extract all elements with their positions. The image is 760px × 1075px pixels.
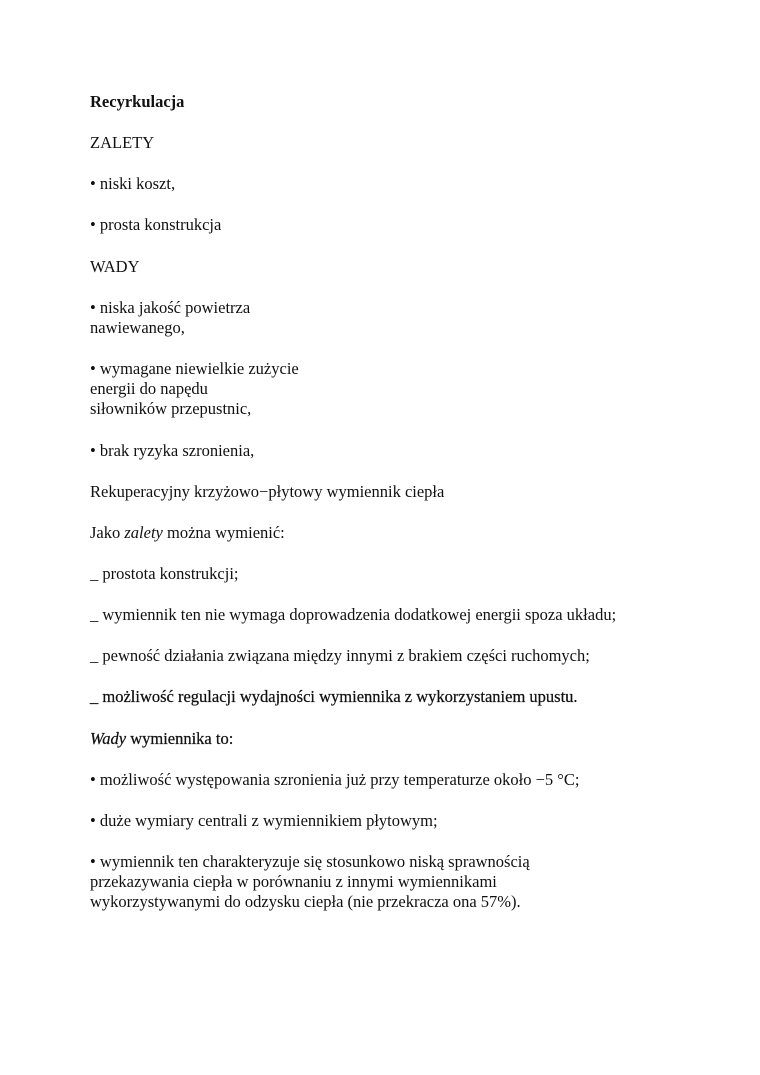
intro-text: wymiennika to: [126, 729, 234, 748]
recirculation-disadvantage-line: • wymagane niewielkie zużycie [90, 359, 299, 378]
recirculation-disadvantages-heading: WADY [90, 257, 140, 276]
heat-exchanger-disadvantage-line: • duże wymiary centrali z wymiennikiem płytowym; [90, 811, 438, 830]
intro-text: można wymienić: [162, 523, 285, 542]
intro-emphasis: zalety [124, 523, 163, 542]
recirculation-advantage-item: • prosta konstrukcja [90, 215, 222, 234]
document-title: Recyrkulacja [90, 92, 185, 111]
heat-exchanger-disadvantage-line: wykorzystywanymi do odzysku ciepła (nie przekracza ona 57%). [90, 892, 521, 911]
heat-exchanger-advantage-item: _ możliwość regulacji wydajności wymiennika z wykorzystaniem upustu. [90, 687, 578, 706]
heat-exchanger-disadvantage-line: przekazywania ciepła w porównaniu z innymi wymiennikami [90, 872, 497, 891]
heat-exchanger-disadvantage-line: • wymiennik ten charakteryzuje się stosunkowo niską sprawnością [90, 852, 530, 871]
heat-exchanger-advantage-item: _ pewność działania związana między innymi z brakiem części ruchomych; [90, 646, 590, 665]
recirculation-disadvantage-line: • niska jakość powietrza [90, 298, 251, 317]
recirculation-disadvantage-line: siłowników przepustnic, [90, 399, 252, 418]
recirculation-disadvantage-line: • brak ryzyka szronienia, [90, 441, 255, 460]
heat-exchanger-disadvantage-line: • możliwość występowania szronienia już przy temperaturze około −5 °C; [90, 770, 580, 789]
heat-exchanger-advantages-intro [90, 523, 285, 543]
recirculation-disadvantage-line: nawiewanego, [90, 318, 185, 337]
recirculation-advantages-heading: ZALETY [90, 133, 155, 152]
recirculation-disadvantage-line: energii do napędu [90, 379, 208, 398]
heat-exchanger-advantage-item: _ wymiennik ten nie wymaga doprowadzenia dodatkowej energii spoza układu; [90, 605, 617, 624]
heat-exchanger-disadvantages-intro [90, 729, 233, 749]
intro-text: Jako [90, 523, 125, 542]
intro-emphasis: Wady [90, 729, 127, 748]
heat-exchanger-heading: Rekuperacyjny krzyżowo−płytowy wymiennik ciepła [90, 482, 445, 501]
heat-exchanger-advantage-item: _ prostota konstrukcji; [90, 564, 239, 583]
recirculation-advantage-item: • niski koszt, [90, 174, 176, 193]
